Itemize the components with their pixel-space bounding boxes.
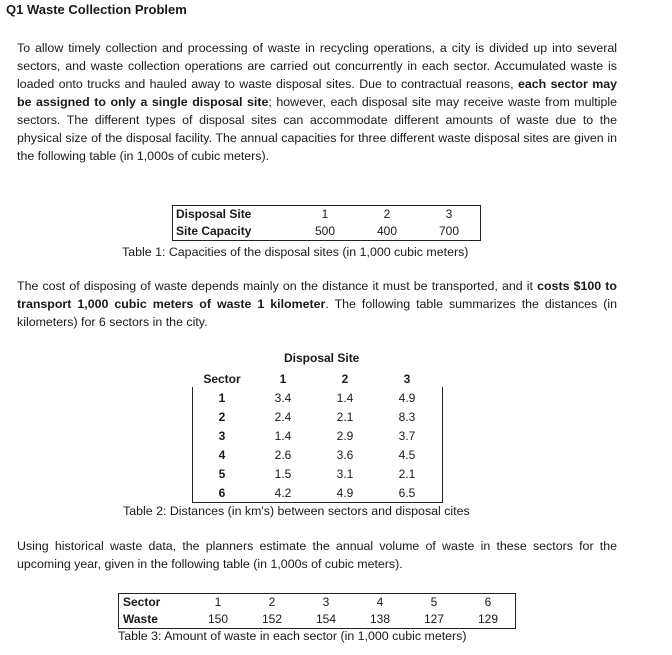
- waste-paragraph: Using historical waste data, the planners estimate the annual volume of waste in these sectors for the upcoming year, given in the following table (in 1,000s of cubic meters).: [17, 539, 617, 571]
- cost-text-1: The cost of disposing of waste depends mainly on the distance it must be transported, and it: [17, 279, 538, 293]
- distance-cell: 4.5: [398, 448, 416, 462]
- site-number: 2: [383, 207, 391, 221]
- distance-cell: 3.4: [274, 391, 292, 405]
- distance-cell: 2.9: [336, 429, 354, 443]
- intro-paragraph: [17, 39, 617, 165]
- table-row: [119, 594, 516, 612]
- sector-number: 6: [484, 595, 492, 609]
- table-row: [192, 389, 438, 408]
- distance-cell: 6.5: [398, 486, 416, 500]
- table-row: [173, 206, 481, 224]
- table3-caption: Table 3: Amount of waste in each sector (in 1,000 cubic meters): [118, 629, 467, 643]
- intro-bold-constraint: each sector may be assigned to only a single disposal site: [17, 77, 617, 109]
- capacity-table: [172, 205, 481, 241]
- waste-amount: 152: [261, 612, 283, 626]
- table1-caption: Table 1: Capacities of the disposal sites (in 1,000 cubic meters): [122, 245, 469, 259]
- cost-text-2: . The following table summarizes the distances (in kilometers) for 6 sectors in the city.: [17, 297, 618, 329]
- site-header: 2: [341, 372, 349, 386]
- distance-cell: 1.5: [274, 467, 292, 481]
- distance-cell: 3.6: [336, 448, 354, 462]
- intro-text-2: ; however, each disposal site may receive waste from multiple sectors. The different types of disposal sites can accommodate different amounts of waste due to the physical size of the disposal facility. The annual capacities for three different waste disposal sites are given in the following table (in 1,000s of cubic meters).: [17, 95, 617, 163]
- distance-cell: 2.6: [274, 448, 292, 462]
- waste-amount: 127: [423, 612, 445, 626]
- cost-bold-rate: costs $100 to transport 1,000 cubic meters of waste 1 kilometer: [17, 279, 617, 311]
- distance-cell: 8.3: [398, 410, 416, 424]
- distance-cell: 1.4: [336, 391, 354, 405]
- waste-table: [118, 593, 516, 629]
- table-row: [192, 465, 438, 484]
- sector-id: 3: [218, 429, 226, 443]
- row-label-disposal-site: Disposal Site: [176, 207, 252, 221]
- sector-number: 3: [322, 595, 330, 609]
- row-label-waste: Waste: [123, 612, 158, 626]
- row-label-site-capacity: Site Capacity: [176, 224, 252, 238]
- table2-caption: Table 2: Distances (in km's) between sectors and disposal cites: [123, 504, 470, 518]
- site-capacity: 500: [314, 224, 336, 238]
- sector-number: 4: [376, 595, 384, 609]
- waste-amount: 154: [315, 612, 337, 626]
- sector-id: 6: [218, 486, 226, 500]
- row-label-sector: Sector: [123, 595, 161, 609]
- distance-cell: 2.4: [274, 410, 292, 424]
- distance-cell: 4.2: [274, 486, 292, 500]
- distance-cell: 4.9: [336, 486, 354, 500]
- site-number: 3: [445, 207, 453, 221]
- waste-amount: 129: [477, 612, 499, 626]
- intro-text-1: To allow timely collection and processing of waste in recycling operations, a city is divided up into several sectors, and waste collection operations are carried out concurrently in each sector. Accumulated waste is loaded onto trucks and hauled away to waste disposal sites. Due to contractual reasons,: [17, 41, 617, 91]
- table-row: [173, 223, 481, 241]
- waste-amount: 150: [207, 612, 229, 626]
- table-row: [192, 446, 438, 465]
- distance-cell: 2.1: [336, 410, 354, 424]
- site-capacity: 400: [376, 224, 398, 238]
- distance-cell: 4.9: [398, 391, 416, 405]
- table-row: [119, 611, 516, 629]
- sector-header: Sector: [203, 372, 241, 386]
- sector-number: 2: [268, 595, 276, 609]
- sector-id: 4: [218, 448, 226, 462]
- table-row: [192, 427, 438, 446]
- distance-cell: 3.7: [398, 429, 416, 443]
- sector-id: 1: [218, 391, 226, 405]
- page-title: Q1 Waste Collection Problem: [6, 2, 187, 17]
- distance-table: [192, 370, 438, 503]
- table-row: [192, 484, 438, 503]
- distance-cell: 1.4: [274, 429, 292, 443]
- sector-id: 2: [218, 410, 226, 424]
- site-number: 1: [321, 207, 329, 221]
- sector-number: 1: [214, 595, 222, 609]
- disposal-site-super-header: Disposal Site: [284, 351, 360, 365]
- site-header: 1: [279, 372, 287, 386]
- table-header-row: [192, 370, 438, 389]
- waste-amount: 138: [369, 612, 391, 626]
- site-capacity: 700: [438, 224, 460, 238]
- distance-cell: 2.1: [398, 467, 416, 481]
- distance-cell: 3.1: [336, 467, 354, 481]
- sector-id: 5: [218, 467, 226, 481]
- table-row: [192, 408, 438, 427]
- sector-number: 5: [430, 595, 438, 609]
- cost-paragraph: [17, 277, 617, 331]
- site-header: 3: [403, 372, 411, 386]
